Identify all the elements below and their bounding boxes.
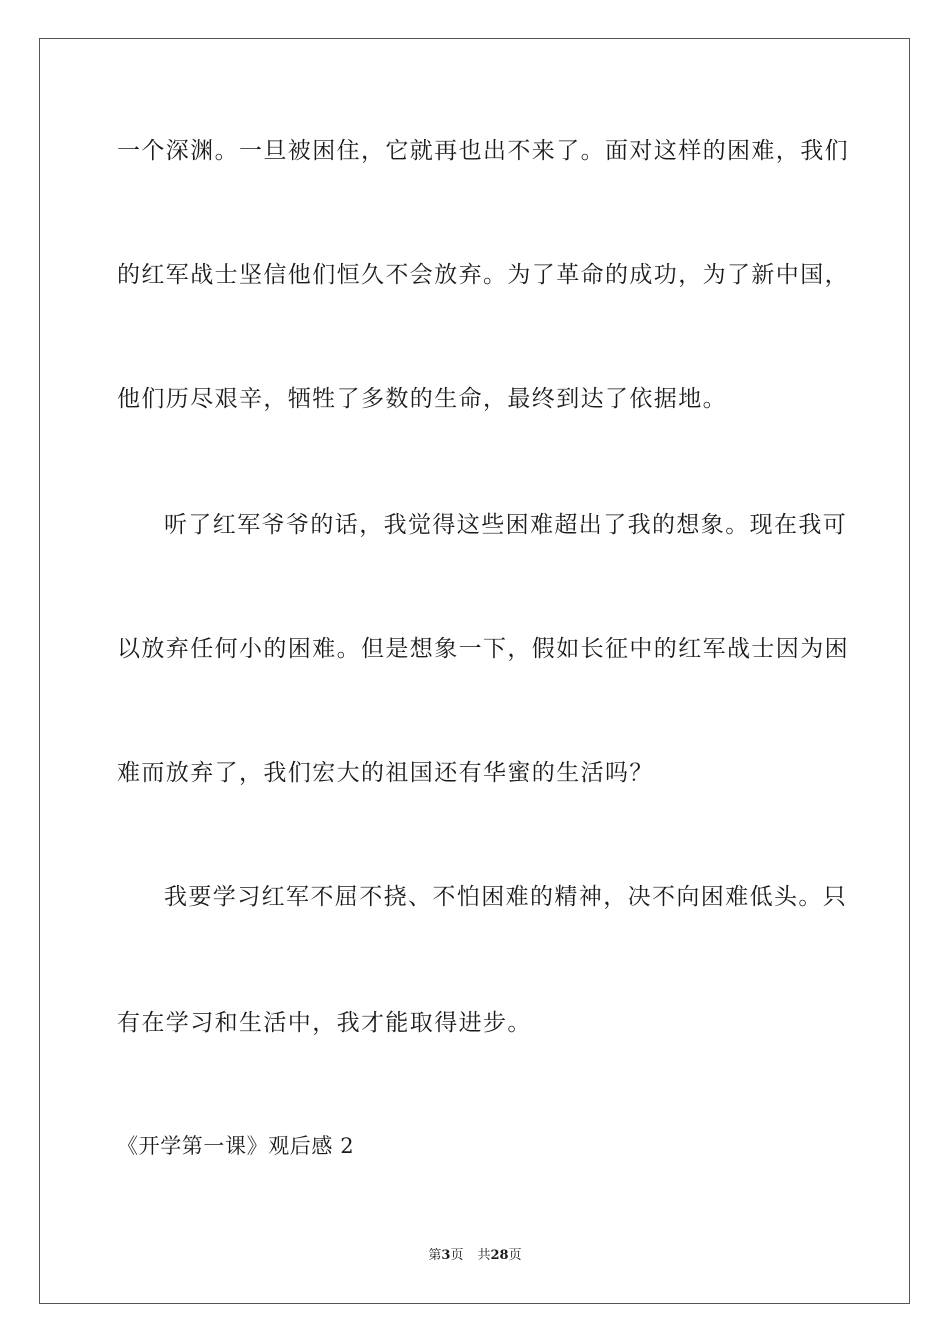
text-line: 以放弃任何小的困难。但是想象一下，假如长征中的红军战士因为困	[117, 636, 849, 662]
text-line: 难而放弃了，我们宏大的祖国还有华蜜的生活吗？	[117, 760, 654, 786]
text-line: 一个深渊。一旦被困住，它就再也出不来了。面对这样的困难，我们	[117, 138, 849, 164]
page-frame	[39, 38, 910, 1304]
text-line: 的红军战士坚信他们恒久不会放弃。为了革命的成功，为了新中国，	[117, 262, 849, 288]
text-line: 有在学习和生活中，我才能取得进步。	[117, 1010, 532, 1036]
text-line: 他们历尽艰辛，牺牲了多数的生命，最终到达了依据地。	[117, 386, 727, 412]
total-pages: 28	[490, 1248, 509, 1263]
page-suffix: 页	[450, 1248, 464, 1263]
page-prefix: 第	[428, 1248, 442, 1263]
page-number: 3	[441, 1248, 451, 1263]
text-line: 听了红军爷爷的话，我觉得这些困难超出了我的想象。现在我可	[164, 512, 848, 538]
total-suffix: 页	[508, 1248, 522, 1263]
total-prefix: 共	[477, 1248, 491, 1263]
page-footer	[0, 1247, 950, 1265]
text-line: 我要学习红军不屈不挠、不怕困难的精神，决不向困难低头。只	[164, 884, 848, 910]
section-heading: 《开学第一课》观后感 2	[117, 1134, 355, 1158]
